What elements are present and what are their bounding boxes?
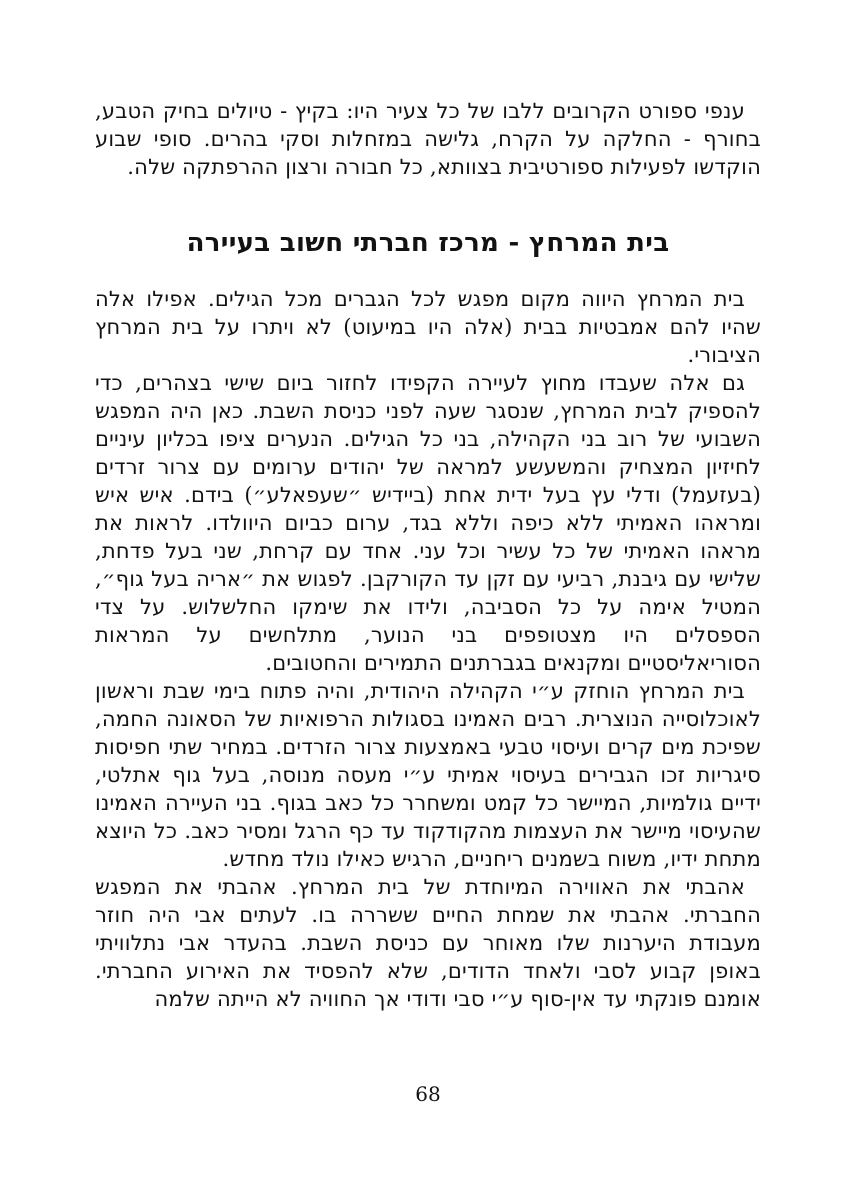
paragraph-sport-continuation: ענפי ספורט הקרובים ללבו של כל צעיר היו: בקיץ - טיולים בחיק הטבע, בחורף - החלקה על הקרח, גלישה במזחלות וסקי בהרים. סופי שבוע הוקדשו לפעילות ספורטיבית בצוותא, כל חבורה ורצון ההרפתקה שלה.	[95, 99, 761, 179]
paragraph-friday-gathering: גם אלה שעבדו מחוץ לעיירה הקפידו לחזור ביום שישי בצהרים, כדי להספיק לבית המרחץ, שנסגר שעה לפני כניסת השבת. כאן היה המפגש השבועי של רוב בני הקהילה, בני כל הגילים. הנערים ציפו בכליון עיניים לחיזיון המצחיק והמשעשע למראה של יהודים ערומים עם צרור זרדים (בעזעמל) ודלי עץ בעל ידית אחת (ביידיש ״שעפאלע״) בידם. איש איש ומראהו האמיתי ללא כיפה וללא בגד, ערום כביום היוולדו. לראות את מראהו האמיתי של כל עשיר וכל עני. אחד עם קרחת, שני בעל פדחת, שלישי עם גיבנת, רביעי עם זקן עד הקורקבן. לפגוש את ״אריה בעל גוף״, המטיל אימה על כל הסביבה, ולידו את שימקו החלשלוש. על צדי הספסלים היו מצטופפים בני הנוער, מתלחשים על המראות הסוריאליסטיים ומקנאים בגברתנים התמירים והחטובים.	[95, 371, 761, 675]
paragraph-personal-memory: אהבתי את האווירה המיוחדת של בית המרחץ. אהבתי את המפגש החברתי. אהבתי את שמחת החיים ששררה בו. לעתים אבי היה חוזר מעבודת היערנות שלו מאוחר עם כניסת השבת. בהעדר אבי נתלוויתי באופן קבוע לסבי ולאחד הדודים, שלא להפסיד את האירוע החברתי. אומנם פונקתי עד אין-סוף ע״י סבי ודודי אך החוויה לא הייתה שלמה	[95, 875, 761, 1011]
paragraph-bathhouse-intro: בית המרחץ היווה מקום מפגש לכל הגברים מכל הגילים. אפילו אלה שהיו להם אמבטיות בבית (אלה היו במיעוט) לא ויתרו על בית המרחץ הציבורי.	[95, 287, 761, 367]
text-block	[95, 97, 761, 1013]
section-heading: בית המרחץ - מרכז חברתי חשוב בעיירה	[186, 228, 670, 258]
paragraph-community-sauna: בית המרחץ הוחזק ע״י הקהילה היהודית, והיה פתוח בימי שבת וראשון לאוכלוסייה הנוצרית. רבים האמינו בסגולות הרפואיות של הסאונה החמה, שפיכת מים קרים ועיסוי טבעי באמצעות צרור הזרדים. במחיר שתי חפיסות סיגריות זכו הגבירים בעיסוי אמיתי ע״י מעסה מנוסה, בעל גוף אתלטי, ידיים גולמיות, המיישר כל קמט ומשחרר כל כאב בגוף. בני העיירה האמינו שהעיסוי מיישר את העצמות מהקודקוד עד כף הרגל ומסיר כאב. כל היוצא מתחת ידיו, משוח בשמנים ריחניים, הרגיש כאילו נולד מחדש.	[95, 679, 761, 871]
page-number: 68	[415, 1082, 441, 1106]
